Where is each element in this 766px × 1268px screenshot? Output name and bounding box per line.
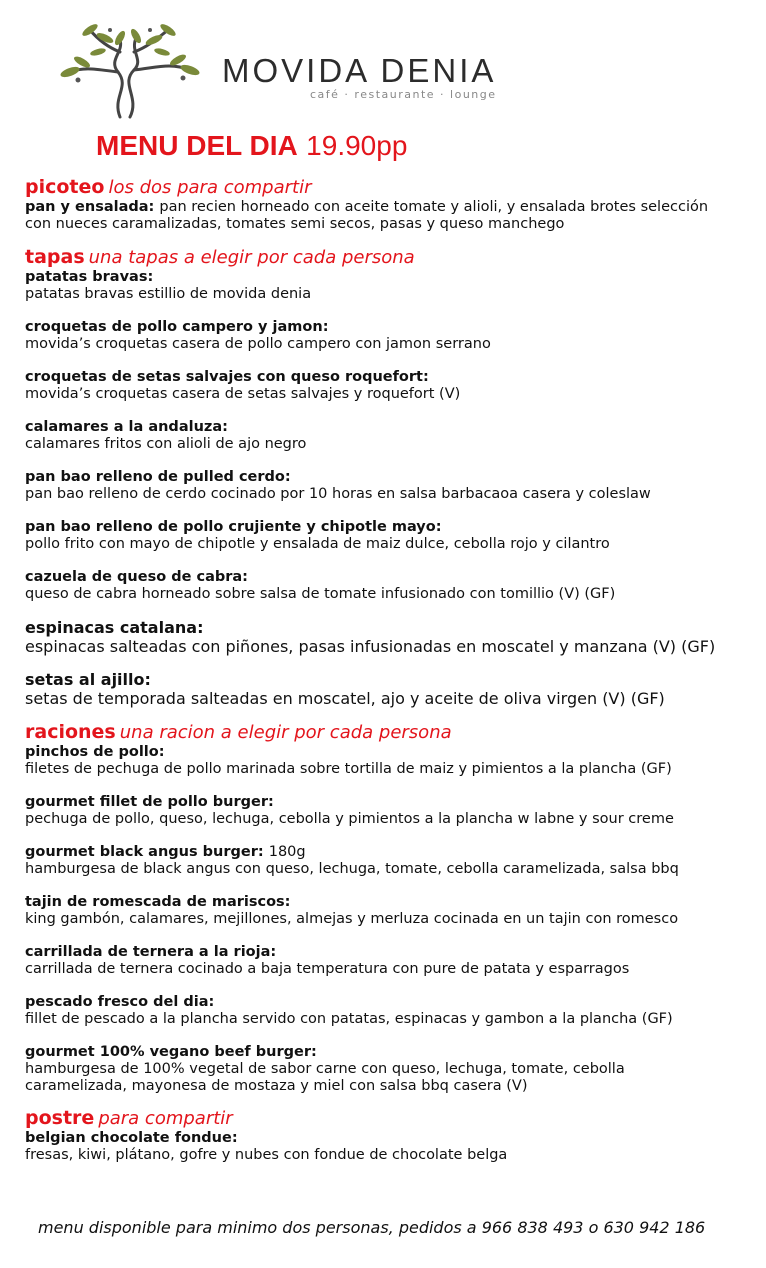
section-subtitle: para compartir — [98, 1108, 233, 1129]
menu-item — [25, 670, 755, 708]
item-description-line2: caramelizada, mayonesa de mostaza y miel con salsa bbq casera (V) — [25, 1078, 528, 1094]
item-name: pan bao relleno de pulled cerdo: — [25, 469, 291, 485]
item-description: pechuga de pollo, queso, lechuga, cebolla y pimientos a la plancha w labne y sour creme — [25, 811, 674, 827]
menu-item — [25, 419, 755, 453]
menu-item — [25, 618, 755, 656]
item-name: gourmet 100% vegano beef burger: — [25, 1044, 317, 1060]
item-description: fillet de pescado a la plancha servido con patatas, espinacas y gambon a la plancha (GF) — [25, 1011, 673, 1027]
menu-title — [96, 130, 407, 162]
item-name: croquetas de setas salvajes con queso roquefort: — [25, 369, 429, 385]
item-name: cazuela de queso de cabra: — [25, 569, 248, 585]
menu-item — [25, 794, 755, 828]
menu-item — [25, 744, 755, 778]
item-description: king gambón, calamares, mejillones, almejas y merluza cocinada en un tajin con romesco — [25, 911, 679, 927]
menu-item — [25, 369, 755, 403]
item-name-text: gourmet black angus burger: — [25, 844, 264, 860]
section-header — [25, 176, 755, 199]
item-description: movida’s croquetas casera de setas salvajes y roquefort (V) — [25, 386, 461, 402]
item-description: fresas, kiwi, plátano, gofre y nubes con fondue de chocolate belga — [25, 1147, 508, 1163]
section-subtitle: una tapas a elegir por cada persona — [88, 247, 415, 268]
section-header — [25, 721, 755, 744]
menu-item — [25, 269, 755, 303]
section-header — [25, 246, 755, 269]
footer-note: menu disponible para minimo dos personas, pedidos a 966 838 493 o 630 942 186 — [38, 1218, 706, 1237]
item-name: calamares a la andaluza: — [25, 419, 228, 435]
item-description: carrillada de ternera cocinado a baja temperatura con pure de patata y esparragos — [25, 961, 630, 977]
item-name: croquetas de pollo campero y jamon: — [25, 319, 329, 335]
section-name: raciones — [25, 721, 116, 743]
item-description: pan bao relleno de cerdo cocinado por 10 horas en salsa barbacaoa casera y coleslaw — [25, 486, 651, 502]
menu-item — [25, 199, 755, 233]
item-description: hamburgesa de 100% vegetal de sabor carne con queso, lechuga, tomate, cebolla — [25, 1061, 625, 1077]
item-name: patatas bravas: — [25, 269, 154, 285]
menu-item — [25, 994, 755, 1028]
section-name: postre — [25, 1107, 95, 1129]
item-name: pescado fresco del dia: — [25, 994, 215, 1010]
menu-content — [25, 176, 755, 1164]
item-inline-desc: pan recien horneado con aceite tomate y alioli, y ensalada brotes selección — [159, 199, 709, 215]
item-description: movida’s croquetas casera de pollo campero con jamon serrano — [25, 336, 491, 352]
item-name: pan bao relleno de pollo crujiente y chipotle mayo: — [25, 519, 442, 535]
item-description: espinacas salteadas con piñones, pasas infusionadas en moscatel y manzana (V) (GF) — [25, 637, 716, 656]
item-name: setas al ajillo: — [25, 670, 151, 689]
olive-tree-icon — [50, 22, 210, 122]
menu-price: 19.90pp — [306, 130, 408, 161]
section-name: tapas — [25, 246, 85, 268]
item-description: queso de cabra horneado sobre salsa de tomate infusionado con tomillio (V) (GF) — [25, 586, 616, 602]
menu-item — [25, 519, 755, 553]
item-description: setas de temporada salteadas en moscatel, ajo y aceite de oliva virgen (V) (GF) — [25, 689, 665, 708]
item-description: filetes de pechuga de pollo marinada sobre tortilla de maiz y pimientos a la plancha (GF) — [25, 761, 672, 777]
menu-item — [25, 469, 755, 503]
menu-item — [25, 844, 755, 878]
item-description: pollo frito con mayo de chipotle y ensalada de maiz dulce, cebolla rojo y cilantro — [25, 536, 610, 552]
section-subtitle: los dos para compartir — [108, 177, 312, 198]
header — [0, 0, 766, 130]
section-subtitle: una racion a elegir por cada persona — [119, 722, 452, 743]
item-name: belgian chocolate fondue: — [25, 1130, 238, 1146]
item-name-text: pan y ensalada: — [25, 199, 155, 215]
item-name: carrillada de ternera a la rioja: — [25, 944, 277, 960]
section-picoteo — [25, 176, 755, 233]
section-postre — [25, 1107, 755, 1164]
item-name — [25, 844, 755, 861]
section-tapas — [25, 246, 755, 708]
item-name: tajin de romescada de mariscos: — [25, 894, 291, 910]
section-name: picoteo — [25, 176, 105, 198]
item-description: con nueces caramalizadas, tomates semi secos, pasas y queso manchego — [25, 216, 565, 232]
item-name: gourmet fillet de pollo burger: — [25, 794, 274, 810]
section-header — [25, 1107, 755, 1130]
item-description: hamburgesa de black angus con queso, lechuga, tomate, cebolla caramelizada, salsa bbq — [25, 861, 679, 877]
section-raciones — [25, 721, 755, 1095]
brand-tagline: café · restaurante · lounge — [310, 88, 497, 101]
item-inline-desc: 180g — [268, 844, 306, 860]
menu-title-main: MENU DEL DIA — [96, 130, 298, 161]
item-name: pinchos de pollo: — [25, 744, 165, 760]
item-name — [25, 199, 755, 216]
item-name: espinacas catalana: — [25, 618, 204, 637]
brand-name: MOVIDA DENIA — [222, 52, 497, 89]
menu-item — [25, 944, 755, 978]
menu-item — [25, 894, 755, 928]
menu-item — [25, 1044, 755, 1095]
menu-item — [25, 319, 755, 353]
menu-item — [25, 569, 755, 603]
menu-item — [25, 1130, 755, 1164]
item-description: calamares fritos con alioli de ajo negro — [25, 436, 307, 452]
item-description: patatas bravas estillio de movida denia — [25, 286, 312, 302]
